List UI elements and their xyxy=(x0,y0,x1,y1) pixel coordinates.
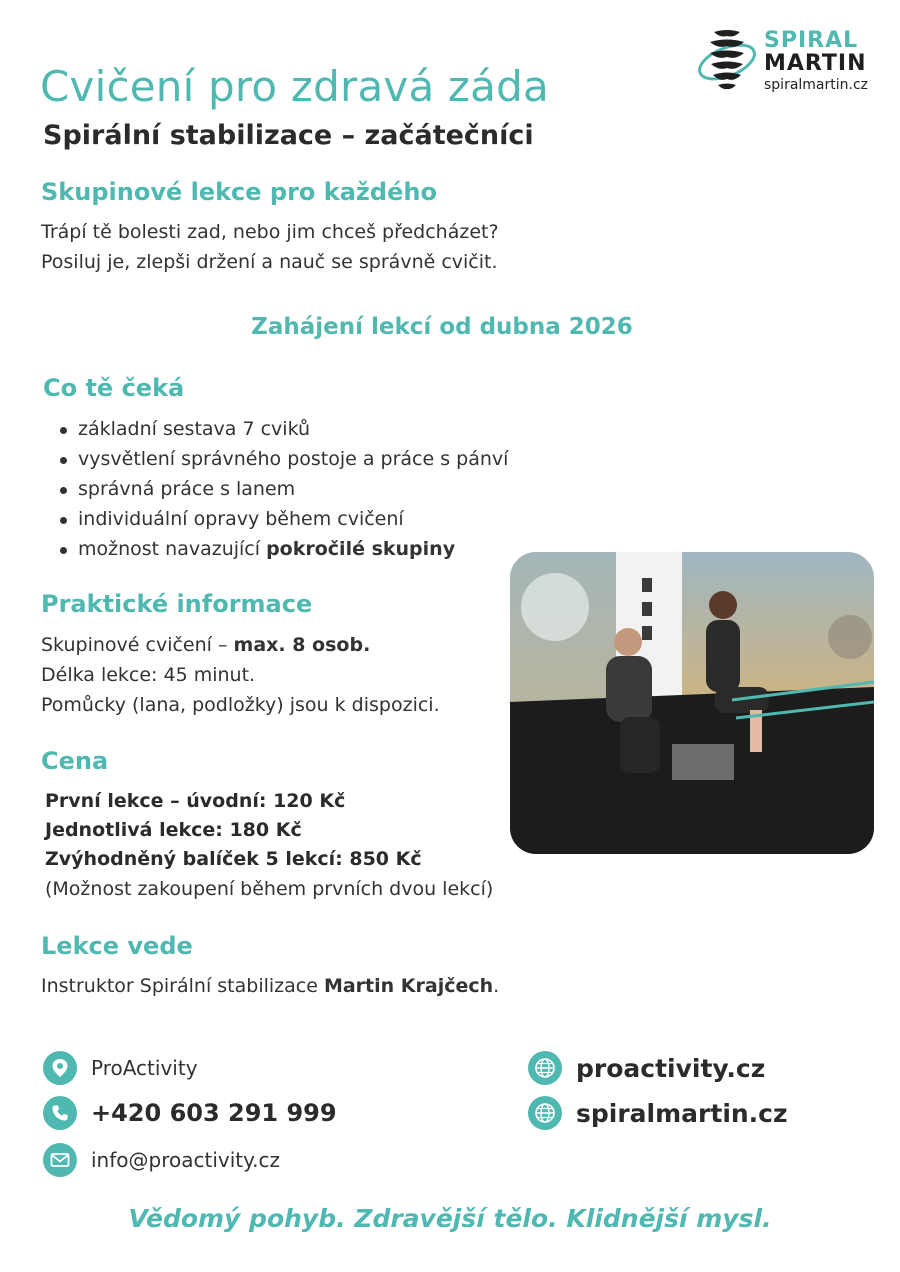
contact-place xyxy=(43,1051,198,1085)
instructor-heading: Lekce vede xyxy=(41,932,193,960)
website-spiralmartin-link[interactable]: spiralmartin.cz xyxy=(576,1098,788,1128)
instructor-name: Martin Krajčech xyxy=(323,975,494,997)
photo-illustration xyxy=(510,552,874,854)
group-size-label: Skupinové cvičení – xyxy=(41,634,234,656)
intro-heading: Skupinové lekce pro každého xyxy=(41,178,437,206)
brand-logo xyxy=(696,26,876,96)
expect-list xyxy=(56,414,508,564)
list-item: základní sestava 7 cviků xyxy=(56,414,508,444)
logo-word-martin: MARTIN xyxy=(764,51,867,76)
exercise-photo xyxy=(510,552,874,854)
price-intro-lesson: První lekce – úvodní: 120 Kč xyxy=(45,790,346,812)
contact-email[interactable] xyxy=(43,1143,280,1177)
globe-icon xyxy=(528,1096,562,1130)
email-address[interactable]: info@proactivity.cz xyxy=(91,1148,280,1172)
globe-icon xyxy=(528,1051,562,1085)
practical-aids: Pomůcky (lana, podložky) jsou k dispozici. xyxy=(41,694,440,716)
location-pin-icon xyxy=(43,1051,77,1085)
page-title: Cvičení pro zdravá záda xyxy=(40,62,549,111)
list-item-bold: pokročilé skupiny xyxy=(266,538,456,560)
intro-line-1: Trápí tě bolesti zad, nebo jim chceš předcházet? xyxy=(41,221,499,243)
mail-icon xyxy=(43,1143,77,1177)
list-item: individuální opravy během cvičení xyxy=(56,504,508,534)
instructor-line xyxy=(41,971,499,1001)
website-proactivity-link[interactable]: proactivity.cz xyxy=(576,1053,766,1083)
practical-group-size xyxy=(41,630,370,660)
slogan: Vědomý pohyb. Zdravější tělo. Klidnější mysl. xyxy=(128,1204,772,1233)
website-proactivity[interactable] xyxy=(528,1051,765,1085)
place-name: ProActivity xyxy=(91,1056,198,1080)
instructor-role: Instruktor Spirální stabilizace xyxy=(41,975,324,997)
price-note: (Možnost zakoupení během prvních dvou lekcí) xyxy=(45,878,494,900)
list-item xyxy=(56,534,508,564)
spine-logo-icon xyxy=(696,26,758,92)
expect-heading: Co tě čeká xyxy=(43,374,185,402)
list-item-text: možnost navazující xyxy=(78,538,267,560)
start-date-note: Zahájení lekcí od dubna 2026 xyxy=(251,314,633,340)
phone-number[interactable]: +420 603 291 999 xyxy=(91,1099,337,1127)
list-item: vysvětlení správného postoje a práce s pánví xyxy=(56,444,508,474)
logo-url: spiralmartin.cz xyxy=(764,77,869,93)
practical-heading: Praktické informace xyxy=(41,590,313,618)
instructor-suffix: . xyxy=(493,975,500,997)
practical-duration: Délka lekce: 45 minut. xyxy=(41,664,256,686)
website-spiralmartin[interactable] xyxy=(528,1096,788,1130)
price-heading: Cena xyxy=(41,747,109,775)
list-item: správná práce s lanem xyxy=(56,474,508,504)
price-package: Zvýhodněný balíček 5 lekcí: 850 Kč xyxy=(45,848,422,870)
phone-icon xyxy=(43,1096,77,1130)
price-single-lesson: Jednotlivá lekce: 180 Kč xyxy=(45,819,302,841)
group-size-value: max. 8 osob. xyxy=(233,634,371,656)
page-subtitle: Spirální stabilizace – začátečníci xyxy=(43,120,534,151)
intro-line-2: Posiluj je, zlepši držení a nauč se správně cvičit. xyxy=(41,251,498,273)
logo-word-spiral: SPIRAL xyxy=(764,28,859,53)
contact-phone[interactable] xyxy=(43,1096,337,1130)
